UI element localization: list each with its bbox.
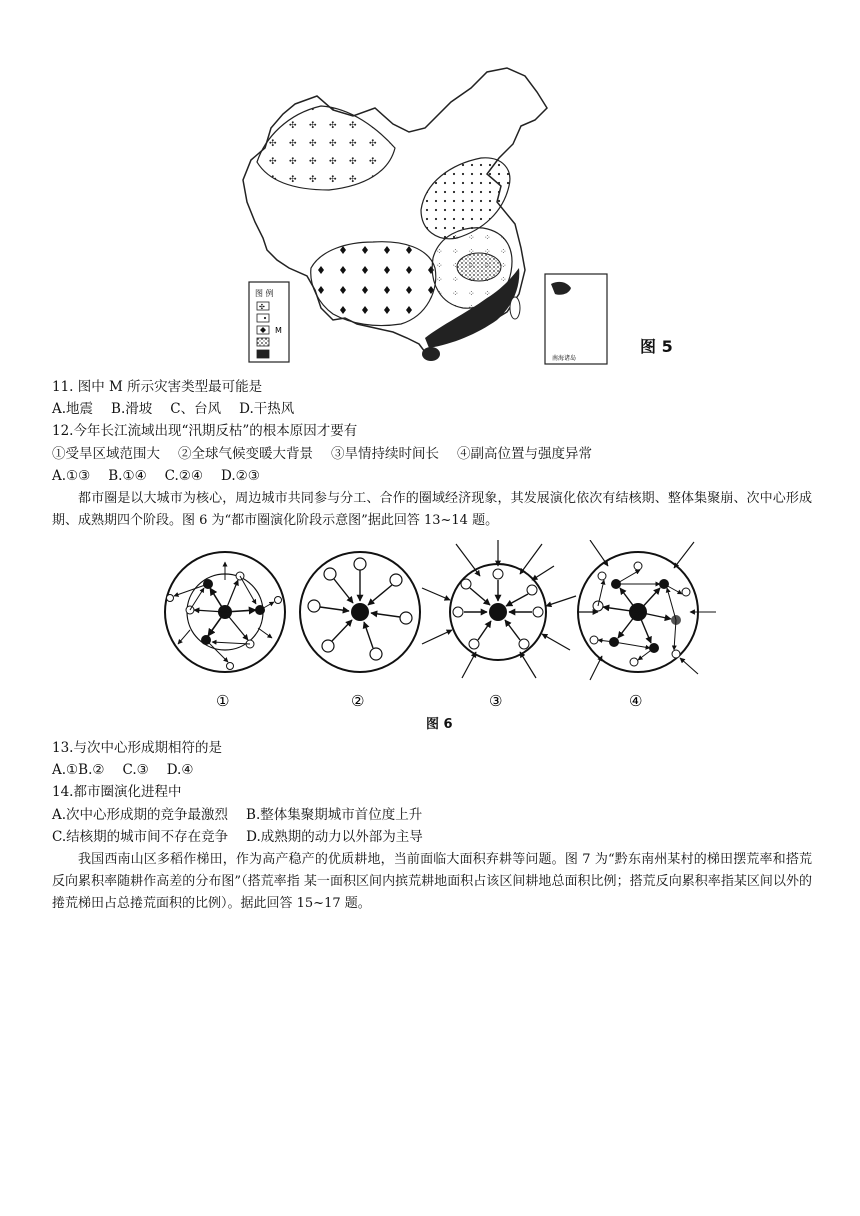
question-11-stem: 11. 图中 M 所示灾害类型最可能是: [52, 379, 263, 395]
option-a[interactable]: A.①③: [52, 468, 91, 484]
question-14-options-row-1: [52, 805, 440, 825]
statement-1: ①受旱区域范围大: [52, 446, 160, 462]
question-12-stem: 12.今年长江流域出现“汛期反枯”的根本原因才要有: [52, 423, 358, 439]
region-north-dotted: [421, 158, 510, 239]
panel-label-4: ④: [629, 692, 643, 710]
option-c[interactable]: C.结核期的城市间不存在竞争: [52, 829, 229, 845]
hainan-island: [422, 347, 440, 361]
statement-2: ②全球气候变暖大背景: [178, 446, 313, 462]
passage-13-14: 都市圈是以大城市为核心，周边城市共同参与分工、合作的圈域经济现象，其发展演化依次有结核期、整体集聚崩、次中心形成期、成熟期四个阶段。图 6 为“都市圈演化阶段示意图”据此回答 13~14 题。: [52, 491, 812, 528]
inset-caption: 南海诸岛: [552, 355, 577, 362]
legend: [249, 282, 289, 362]
option-b[interactable]: B.滑坡: [111, 401, 153, 417]
question-14-stem: 14.都市圈演化进程中: [52, 784, 182, 800]
south-china-sea-inset: [545, 274, 607, 364]
panel-label-1: ①: [216, 692, 230, 710]
statement-3: ③旱情持续时间长: [331, 446, 439, 462]
taiwan-island: [510, 297, 520, 319]
question-13-options: [52, 760, 211, 780]
figure-5-map: [225, 62, 615, 370]
option-c[interactable]: C.②④: [164, 468, 204, 484]
panel-label-3: ③: [489, 692, 503, 710]
metro-evolution-diagram: [150, 540, 720, 730]
panel-label-2: ②: [351, 692, 365, 710]
region-northwest: [257, 106, 395, 190]
option-a[interactable]: A.次中心形成期的竞争最激烈: [52, 807, 229, 823]
option-d[interactable]: D.②③: [221, 468, 260, 484]
option-c[interactable]: C.③: [122, 762, 149, 778]
passage-15-17: 我国西南山区多稻作梯田，作为高产稳产的优质耕地，当前面临大面积弃耕等问题。图 7 为“黔东南州某村的梯田摆荒率和搭荒反向累积率随耕作高差的分布图”（搭荒率指 某一面积区间内摈荒耕地面积占该区间耕地总面积比例；搭荒反向累积率指某区间以外的捲荒梯田占总捲荒面积的比例）。据此回答 15~17 题。: [52, 852, 812, 911]
china-disaster-map: [225, 62, 615, 370]
panel-1-diagram: [165, 552, 285, 672]
panel-3-diagram: [422, 540, 576, 678]
figure-6-label: 图 6: [426, 717, 453, 732]
question-14-options-row-2: [52, 827, 441, 847]
option-b[interactable]: B.①④: [108, 468, 147, 484]
option-d[interactable]: D.④: [166, 762, 194, 778]
question-11-options: [52, 399, 312, 419]
figure-6: [150, 540, 720, 730]
option-a-b[interactable]: A.①B.②: [52, 762, 105, 778]
region-stipple-oval: [457, 253, 501, 281]
figure-5-label: 图 5: [640, 337, 673, 356]
option-d[interactable]: D.干热风: [239, 401, 295, 417]
option-d[interactable]: D.成熟期的动力以外部为主导: [246, 829, 423, 845]
legend-title: 图 例: [255, 289, 274, 298]
question-12-statements: [52, 444, 610, 464]
legend-m-label: M: [275, 326, 282, 335]
option-c[interactable]: C、台风: [170, 401, 222, 417]
option-a[interactable]: A.地震: [52, 401, 94, 417]
svg-text:✣: ✣: [259, 303, 265, 311]
panel-2-diagram: [300, 552, 420, 672]
region-southwest-m: [311, 242, 436, 326]
question-13-stem: 13.与次中心形成期相符的是: [52, 740, 222, 756]
question-12-options: [52, 466, 278, 486]
statement-4: ④副高位置与强度异常: [457, 446, 592, 462]
panel-4-diagram: [578, 540, 716, 680]
option-b[interactable]: B.整体集聚期城市首位度上升: [246, 807, 423, 823]
